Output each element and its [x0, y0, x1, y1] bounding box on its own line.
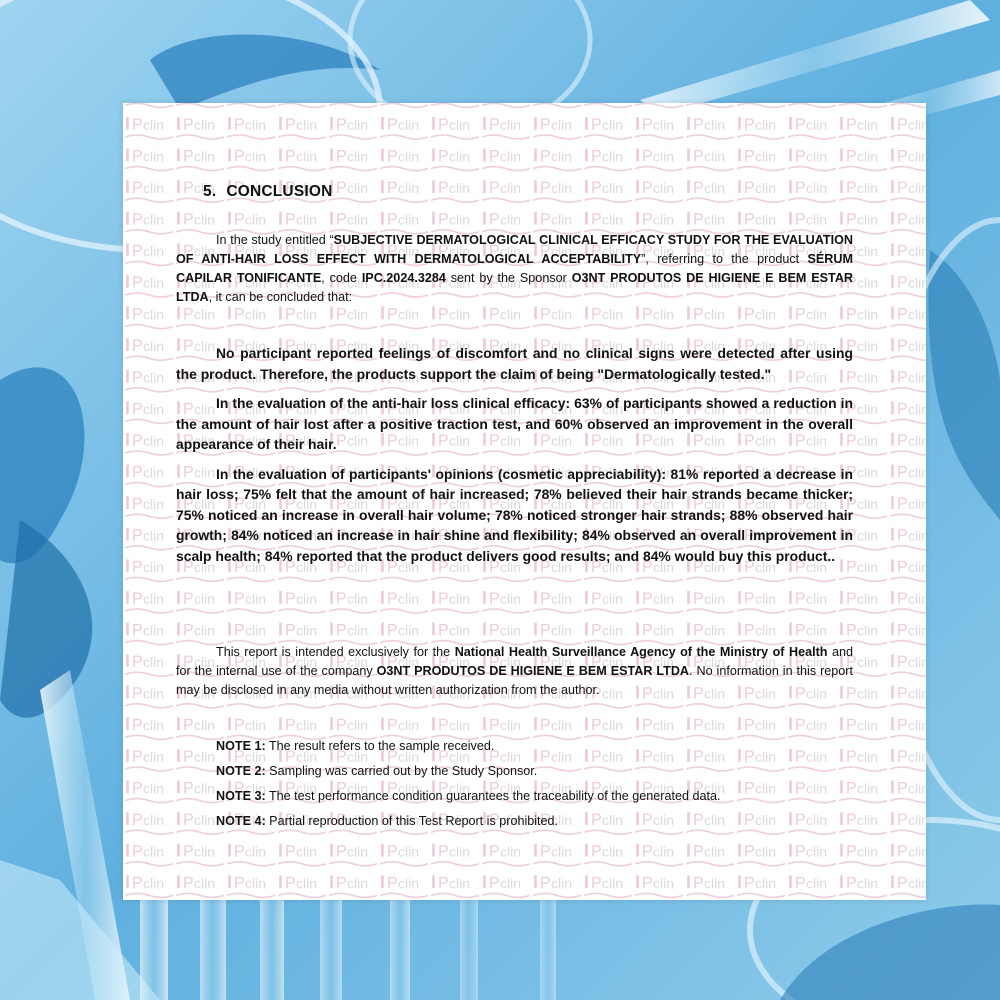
note-text: Sampling was carried out by the Study Sponsor.: [265, 764, 538, 778]
findings-list: [176, 343, 853, 575]
intro-paragraph: [176, 231, 853, 307]
note-label: NOTE 2:: [216, 764, 266, 778]
product-code: IPC.2024.3284: [361, 271, 446, 285]
notes-list: [216, 737, 876, 837]
note-label: NOTE 3:: [216, 789, 266, 803]
section-title: CONCLUSION: [226, 183, 333, 200]
finding-clinical-efficacy: In the evaluation of the anti-hair loss clinical efficacy: 63% of participants showed a reduction in the amount of hair lost after a positive traction test, and 60% observed an improvement in the overall appearance of their hair.: [176, 395, 853, 452]
finding-dermatological-safety: No participant reported feelings of discomfort and no clinical signs were detected after using the product. Therefore, the products support the claim of being "Dermatologically tested.": [176, 345, 853, 382]
report-page: [123, 103, 926, 900]
note-item: [216, 762, 876, 787]
note-item: [216, 737, 876, 762]
agency-name: National Health Surveillance Agency of the Ministry of Health: [454, 645, 828, 659]
disclaimer-text: and for the internal use of the company: [176, 645, 854, 678]
note-text: The test performance condition guarantees the traceability of the generated data.: [265, 789, 721, 803]
intro-text: ”, referring to the product: [641, 252, 808, 266]
note-text: The result refers to the sample received.: [265, 739, 495, 753]
intro-text: In the study entitled “: [216, 233, 334, 247]
disclaimer-text: . No information in this report may be disclosed in any media without written authorization from the author.: [176, 664, 853, 697]
sponsor-name: O3NT PRODUTOS DE HIGIENE E BEM ESTAR LTDA: [176, 271, 854, 304]
intro-text: , it can be concluded that:: [208, 290, 353, 304]
section-heading: [203, 183, 333, 201]
section-number: 5.: [203, 183, 217, 200]
study-title: SUBJECTIVE DERMATOLOGICAL CLINICAL EFFICACY STUDY FOR THE EVALUATION OF ANTI-HAIR LOSS EFFECT WITH DERMATOLOGICAL ACCEPTABILITY: [176, 233, 853, 266]
disclaimer-text: This report is intended exclusively for the: [216, 645, 455, 659]
note-item: [216, 812, 876, 837]
finding-cosmetic-appreciability: In the evaluation of participants' opinions (cosmetic appreciability): 81% reported a decrease in hair loss; 75% felt that the amount of hair increased; 78% believed their hair strands became thicker; 75% noticed an increase in overall hair volume; 78% noticed stronger hair strands; 88% observed hair growth; 84% noticed an increase in hair shine and flexibility; 84% observed an overall improvement in scalp health; 84% reported that the product delivers good results; and 84% would buy this product..: [176, 465, 853, 564]
product-name: SÉRUM CAPILAR TONIFICANTE: [176, 252, 853, 285]
note-label: NOTE 4:: [216, 814, 266, 828]
note-text: Partial reproduction of this Test Report is prohibited.: [265, 814, 559, 828]
note-item: [216, 787, 876, 812]
note-label: NOTE 1:: [216, 739, 266, 753]
intro-text: , code: [321, 271, 362, 285]
disclaimer-paragraph: [176, 643, 853, 700]
company-name: O3NT PRODUTOS DE HIGIENE E BEM ESTAR LTDA: [376, 664, 690, 678]
intro-text: sent by the Sponsor: [445, 271, 572, 285]
